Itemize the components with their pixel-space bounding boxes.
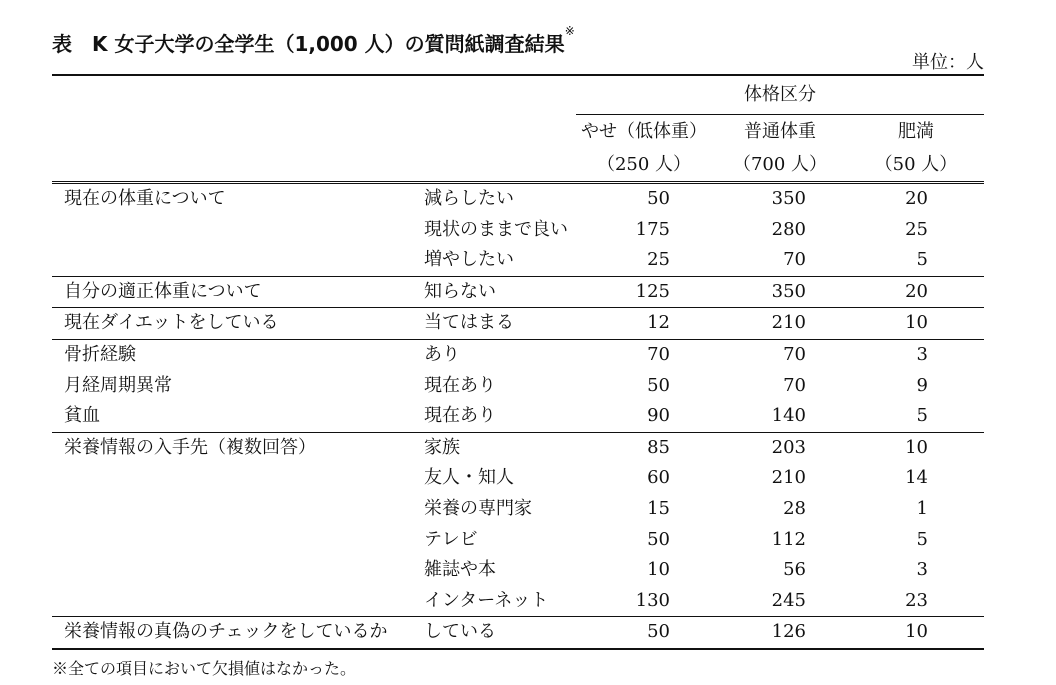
question-cell: 現在ダイエットをしている [52, 308, 412, 340]
answer-cell: 家族 [412, 432, 576, 463]
value-cell: 23 [905, 589, 928, 611]
value-cell: 70 [712, 339, 848, 370]
answer-cell: 現在あり [424, 405, 496, 427]
question-cell [52, 215, 412, 246]
value-cell: 85 [576, 432, 712, 463]
table-row [52, 432, 984, 463]
unit-label: 単位：人 [912, 52, 984, 73]
value-cell: 130 [635, 589, 670, 611]
table-row [52, 555, 984, 586]
question-cell [52, 525, 412, 556]
table-row [52, 494, 984, 525]
value-cell: 126 [712, 617, 848, 649]
answer-cell: 知らない [412, 276, 576, 308]
table-row [52, 401, 984, 432]
question-cell: 栄養情報の真偽のチェックをしているか [52, 617, 412, 649]
value-cell: 25 [647, 249, 670, 271]
table-row [52, 276, 984, 308]
value-cell: 5 [916, 528, 928, 550]
question-cell: 貧血 [64, 405, 100, 427]
answer-cell: 現状のままで良い [424, 218, 568, 240]
header-col-count: （50 人） [874, 154, 958, 175]
value-cell: 245 [771, 589, 806, 611]
header-col-name: 肥満 [898, 121, 934, 142]
value-cell: 10 [848, 308, 984, 340]
table-row [52, 183, 984, 215]
question-cell [52, 586, 412, 617]
table-row [52, 245, 984, 276]
question-cell [52, 245, 412, 276]
value-cell: 10 [848, 432, 984, 463]
value-cell: 280 [771, 218, 806, 240]
header-group-label: 体格区分 [576, 75, 984, 115]
value-cell: 10 [647, 559, 670, 581]
value-cell: 350 [712, 183, 848, 215]
question-cell [52, 463, 412, 494]
value-cell: 60 [647, 467, 670, 489]
value-cell: 9 [916, 374, 928, 396]
answer-cell: している [412, 617, 576, 649]
value-cell: 112 [771, 528, 806, 550]
footnote: ※全ての項目において欠損値はなかった。 [52, 659, 357, 678]
answer-cell: 現在あり [424, 374, 496, 396]
value-cell: 3 [916, 559, 928, 581]
table-row [52, 371, 984, 402]
value-cell: 5 [916, 249, 928, 271]
header-col-count: （250 人） [596, 154, 692, 175]
value-cell: 50 [647, 374, 670, 396]
answer-cell: インターネット [424, 589, 549, 611]
table-row [52, 617, 984, 649]
question-cell: 骨折経験 [52, 339, 412, 370]
table-row [52, 308, 984, 340]
value-cell: 210 [712, 308, 848, 340]
header-row-counts [52, 148, 984, 183]
table-row [52, 339, 984, 370]
value-cell: 125 [576, 276, 712, 308]
value-cell: 20 [848, 183, 984, 215]
answer-cell: 減らしたい [412, 183, 576, 215]
value-cell: 3 [848, 339, 984, 370]
value-cell: 140 [771, 405, 806, 427]
header-col-name: やせ（低体重） [581, 121, 707, 142]
value-cell: 14 [905, 467, 928, 489]
value-cell: 15 [647, 497, 670, 519]
value-cell: 25 [905, 218, 928, 240]
value-cell: 203 [712, 432, 848, 463]
question-cell: 現在の体重について [52, 183, 412, 215]
header-col-count: （700 人） [732, 154, 828, 175]
table-title: 表 K 女子大学の全学生（1,000 人）の質問紙調査結果※ [52, 24, 575, 56]
title-note-mark: ※ [564, 24, 575, 38]
value-cell: 70 [576, 339, 712, 370]
value-cell: 50 [647, 528, 670, 550]
value-cell: 70 [783, 249, 806, 271]
value-cell: 350 [712, 276, 848, 308]
answer-cell: 増やしたい [424, 249, 514, 271]
value-cell: 90 [647, 405, 670, 427]
value-cell: 5 [916, 405, 928, 427]
value-cell: 28 [783, 497, 806, 519]
question-cell: 月経周期異常 [64, 374, 172, 396]
value-cell: 56 [783, 559, 806, 581]
table-row [52, 525, 984, 556]
table-row [52, 215, 984, 246]
question-cell [52, 494, 412, 525]
question-cell: 自分の適正体重について [52, 276, 412, 308]
answer-cell: 雑誌や本 [424, 559, 496, 581]
value-cell: 50 [576, 183, 712, 215]
value-cell: 210 [771, 467, 806, 489]
answer-cell: 友人・知人 [424, 467, 514, 489]
value-cell: 12 [576, 308, 712, 340]
question-cell: 栄養情報の入手先（複数回答） [52, 432, 412, 463]
header-col-name: 普通体重 [744, 121, 816, 142]
answer-cell: あり [412, 339, 576, 370]
header-row-names [52, 115, 984, 149]
value-cell: 175 [635, 218, 670, 240]
header-row-group [52, 75, 984, 115]
answer-cell: テレビ [424, 528, 478, 550]
answer-cell: 当てはまる [412, 308, 576, 340]
value-cell: 70 [783, 374, 806, 396]
question-cell [52, 555, 412, 586]
survey-table [52, 74, 984, 650]
value-cell: 1 [916, 497, 928, 519]
table-row [52, 463, 984, 494]
value-cell: 50 [576, 617, 712, 649]
value-cell: 20 [848, 276, 984, 308]
answer-cell: 栄養の専門家 [424, 497, 532, 519]
table-row [52, 586, 984, 617]
value-cell: 10 [848, 617, 984, 649]
